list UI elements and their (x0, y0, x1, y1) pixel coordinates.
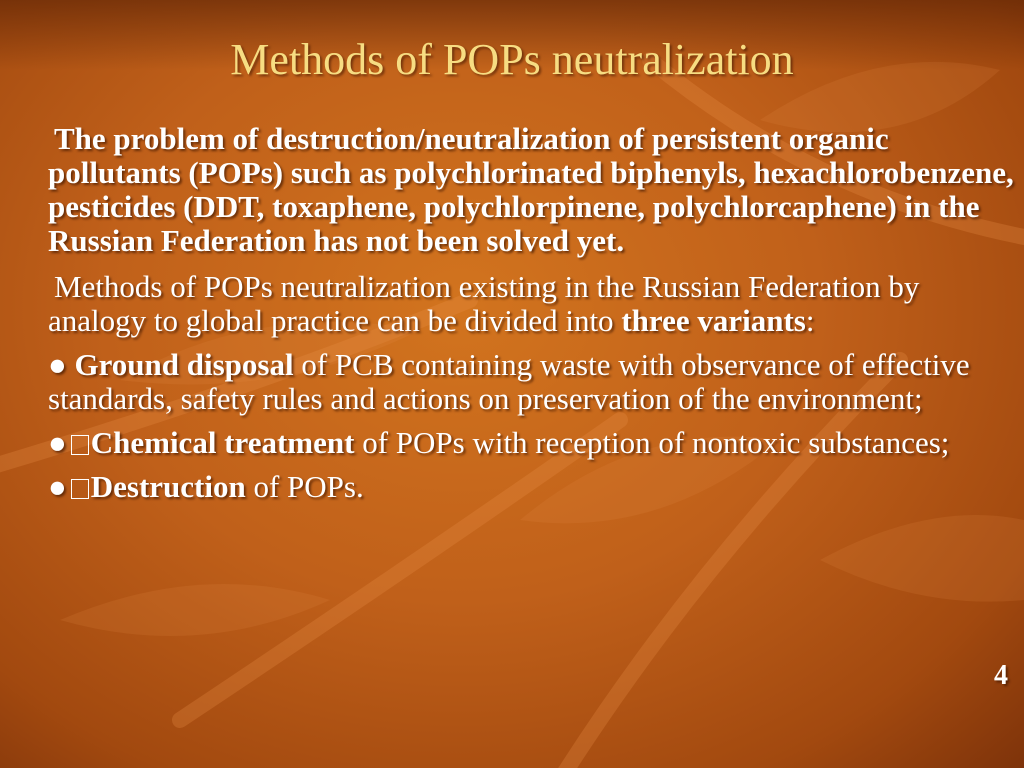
bullet-bold-term: Destruction (90, 469, 246, 504)
slide-body (48, 122, 1016, 514)
slide-title: Methods of POPs neutralization (230, 35, 794, 84)
missing-glyph-icon (71, 435, 89, 455)
missing-glyph-icon (71, 479, 89, 499)
bullet-icon: ● (48, 347, 67, 382)
bullet-text: of POPs with reception of nontoxic substances; (354, 425, 950, 460)
page-number: 4 (994, 660, 1008, 691)
bullet-icon: ● (48, 469, 67, 504)
variants-paragraph (48, 270, 1016, 338)
variants-text: Methods of POPs neutralization existing in the Russian Federation by analogy to global practice can be divided into (48, 269, 920, 338)
variants-colon: : (805, 303, 815, 338)
bullet-text: of POPs. (245, 469, 364, 504)
bullet-text: of PCB containing waste with observance of effective standards, safety rules and actions on preservation of the environment; (48, 347, 970, 416)
intro-paragraph: The problem of destruction/neutralization of persistent organic pollutants (POPs) such as polychlorinated biphenyls, hexachlorobenzene, pesticides (DDT, toxaphene, polychlorpinene, polychlorcaphene) in the Russian Federation has not been solved yet. (48, 121, 1014, 258)
variants-emphasis: three variants (621, 303, 806, 338)
bullet-item-destruction (48, 470, 1016, 504)
bullet-bold-term: Ground disposal (74, 347, 294, 382)
bullet-bold-term: Chemical treatment (90, 425, 355, 460)
bullet-item-chemical-treatment (48, 426, 1016, 460)
bullet-icon: ● (48, 425, 67, 460)
bullet-item-ground-disposal (48, 348, 1016, 416)
